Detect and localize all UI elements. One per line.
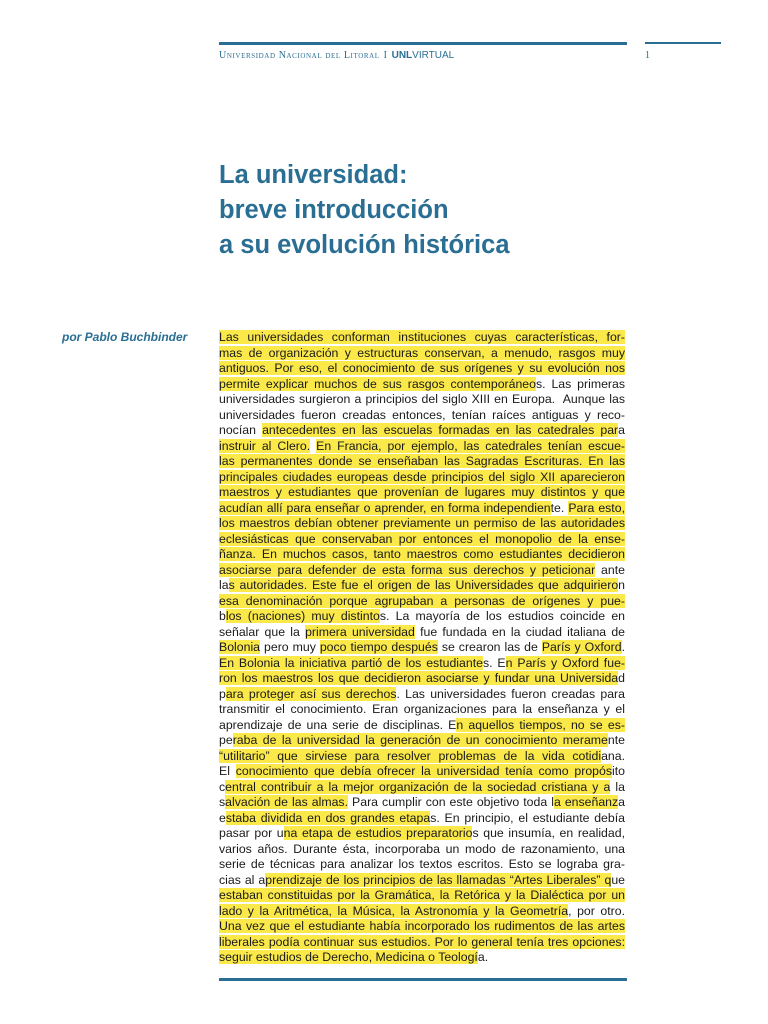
body-text: te. [550, 500, 569, 515]
body-line [219, 857, 625, 873]
body-text: n [618, 578, 625, 592]
body-line [219, 563, 625, 579]
body-text: ante [595, 562, 625, 577]
article-title [219, 158, 510, 263]
highlighted-text: instruir al Clero. [219, 438, 311, 453]
highlighted-text: las permanentes donde se enseñaban las Sagradas Escrituras. En las [219, 454, 625, 468]
brand-virtual: VIRTUAL [412, 50, 455, 61]
body-line [219, 733, 625, 749]
body-text: pe [219, 733, 233, 747]
body-text: a. [477, 950, 489, 964]
body-line [219, 811, 625, 827]
body-text: pero muy [260, 640, 320, 654]
body-line [219, 609, 625, 625]
body-text: b [219, 609, 226, 623]
body-line [219, 423, 625, 439]
body-line [219, 361, 625, 377]
highlighted-text: n aquellos tiempos, no se es- [456, 717, 626, 732]
body-text: varios años. Durante ésta, incorporaba un modo de razonamiento, una [219, 841, 625, 856]
highlighted-text: Bolonia [219, 640, 261, 654]
body-text: universidades surgieron a principios del siglo XIII en Europa. Aunque las [219, 392, 625, 406]
body-line [219, 439, 625, 455]
body-text: señalar que la [219, 624, 306, 639]
highlighted-text: estaban constituidas por la Gramática, la Retórica y la Dialéctica por un [219, 888, 625, 902]
body-line [219, 826, 625, 842]
highlighted-text: raba de la universidad la generación de un conocimiento merame [232, 733, 608, 747]
body-text: s [219, 795, 226, 809]
page-number: 1 [645, 50, 650, 61]
body-text: Para cumplir con este objetivo toda l [348, 795, 554, 809]
highlighted-text: En Bolonia la iniciativa partió de los estudiante [219, 655, 483, 670]
body-line [219, 330, 625, 346]
highlighted-text: ñanza. En muchos casos, tanto maestros como estudiantes decidieron [219, 547, 625, 561]
highlighted-text: eclesiásticas que conservaban por entonces el monopolio de la ense- [219, 531, 625, 546]
body-text: fue fundada en la ciudad italiana de [414, 624, 626, 639]
highlighted-text: principales ciudades europeas desde principios del siglo XII aparecieron [219, 469, 625, 484]
highlighted-text: antecedentes en las escuelas formadas en las catedrales par [262, 423, 619, 437]
body-line [219, 702, 625, 718]
highlighted-text: acudían allí para enseñar o aprender, en forma independien [219, 500, 551, 515]
body-line [219, 687, 625, 703]
body-line [219, 780, 625, 796]
highlighted-text: alvación de las almas. [225, 795, 348, 809]
body-text: nte [607, 733, 625, 747]
highlighted-text: lado y la Aritmética, la Música, la Astronomía y la Geometría [219, 903, 569, 918]
body-text: s. En principio, el estudiante debía [430, 810, 625, 825]
body-line [219, 532, 625, 548]
body-text: universidades fueron creadas entonces, tenían raíces antiguas y reco- [219, 407, 625, 422]
highlighted-text: ara proteger así sus derechos [225, 686, 397, 701]
highlighted-text: maestros y estudiantes que provenían de lugares muy distintos y que [219, 485, 625, 499]
highlighted-text: staba dividida en dos grandes etapa [225, 810, 431, 825]
body-text: ana. [601, 748, 625, 763]
body-text: . Las universidades fueron creadas para [396, 686, 625, 701]
body-text: a [618, 423, 625, 437]
institution-name: Universidad Nacional del Litoral [219, 50, 380, 61]
body-line [219, 919, 625, 935]
highlighted-text: a enseñanz [553, 795, 619, 809]
highlighted-text: Para esto, [568, 500, 625, 515]
body-line [219, 377, 625, 393]
body-text: a [618, 795, 625, 809]
body-text: se crearon las de [437, 640, 542, 654]
title-line: breve introducción [219, 196, 449, 224]
highlighted-text: liberales podía continuar sus estudios. Por lo general tenía tres opciones: [219, 934, 625, 949]
body-text: , por otro. [568, 903, 625, 918]
highlighted-text: antiguos. Por eso, el conocimiento de sus orígenes y su evolución nos [219, 361, 625, 375]
body-line [219, 904, 625, 920]
highlighted-text: n París y Oxford fue- [505, 655, 625, 670]
highlighted-text: primera universidad [305, 624, 415, 639]
highlighted-text: Una vez que el estudiante había incorporado los rudimentos de las artes [219, 919, 625, 933]
body-text: la [610, 779, 625, 794]
body-line [219, 888, 625, 904]
highlighted-text: París y Oxford [541, 640, 622, 654]
body-line [219, 935, 625, 951]
body-text: . [621, 640, 625, 654]
body-text: ue [611, 872, 625, 887]
body-line [219, 671, 625, 687]
highlighted-text: esa denominación porque agrupaban a personas de orígenes y pue- [219, 593, 625, 608]
page-number-rule [645, 42, 721, 44]
body-text: la [219, 578, 229, 592]
body-line [219, 501, 625, 517]
body-text: p [219, 686, 226, 701]
highlighted-text: los maestros debían obtener previamente un permiso de las autoridades [219, 516, 625, 530]
body-line [219, 346, 625, 362]
body-line [219, 950, 625, 966]
body-text: cias al a [219, 872, 266, 887]
body-text: aprendizaje de una serie de disciplinas. E [219, 717, 457, 732]
body-text: s. La mayoría de los estudios coincide en [379, 609, 625, 623]
body-paragraph [219, 330, 625, 966]
body-line [219, 547, 625, 563]
body-text: nocían [219, 423, 263, 437]
body-line [219, 470, 625, 486]
highlighted-text: En Francia, por ejemplo, las catedrales tenían escue- [316, 438, 626, 453]
body-line [219, 718, 625, 734]
body-line [219, 454, 625, 470]
body-line [219, 656, 625, 672]
body-line [219, 873, 625, 889]
running-head [219, 50, 454, 61]
body-text: El [219, 764, 236, 778]
body-text: transmitir el conocimiento. Eran organizaciones para la enseñanza y el [219, 702, 625, 716]
body-line [219, 749, 625, 765]
header-separator: I [383, 50, 388, 61]
title-line: La universidad: [219, 161, 408, 189]
author-byline: por Pablo Buchbinder [62, 330, 188, 344]
body-text: e [219, 810, 226, 825]
highlighted-text: prendizaje de los principios de las llamadas “Artes Liberales” q [265, 872, 612, 887]
body-line [219, 842, 625, 858]
highlighted-text: Las universidades conforman instituciones cuyas características, for- [219, 330, 625, 344]
body-line [219, 485, 625, 501]
body-line [219, 578, 625, 594]
highlighted-text: mas de organización y estructuras conservan, a menudo, rasgos muy [219, 345, 625, 360]
brand-unl: UNL [391, 50, 413, 61]
body-line [219, 764, 625, 780]
highlighted-text: conocimiento que debía ofrecer la universidad tenía como propós [235, 764, 612, 778]
highlighted-text: na etapa de estudios preparatorio [283, 826, 473, 840]
body-line [219, 408, 625, 424]
highlighted-text: poco tiempo después [319, 640, 438, 654]
highlighted-text: ron los maestros los que decidieron asociarse y fundar una Universida [219, 671, 619, 685]
title-line: a su evolución histórica [219, 231, 510, 259]
footer-rule [219, 978, 627, 981]
body-text: s. E [482, 655, 506, 670]
header-rule [219, 42, 627, 45]
body-text: d [618, 671, 625, 685]
body-line [219, 625, 625, 641]
highlighted-text: entral contribuir a la mejor organización de la sociedad cristiana y a [225, 779, 611, 794]
body-line [219, 795, 625, 811]
highlighted-text: asociarse para defender de esta forma sus derechos y peticionar [219, 562, 596, 577]
body-line [219, 640, 625, 656]
body-line [219, 392, 625, 408]
body-text: serie de técnicas para analizar los textos escritos. Esto se lograba gra- [219, 857, 625, 871]
body-text: pasar por u [219, 826, 284, 840]
body-line [219, 516, 625, 532]
highlighted-text: seguir estudios de Derecho, Medicina o Teologí [219, 950, 478, 964]
body-text: s que insumía, en realidad, [472, 826, 625, 840]
body-line [219, 594, 625, 610]
body-text: c [219, 779, 226, 794]
body-text: ito [612, 764, 625, 778]
body-text: s. Las primeras [535, 376, 625, 391]
highlighted-text: permite explicar muchos de sus rasgos contemporáneo [219, 376, 536, 391]
highlighted-text: “utilitario” que sirviese para resolver problemas de la vida cotidi [219, 748, 602, 763]
highlighted-text: s autoridades. Este fue el origen de las Universidades que adquiriero [228, 578, 619, 592]
highlighted-text: los (naciones) muy distinto [225, 609, 380, 623]
